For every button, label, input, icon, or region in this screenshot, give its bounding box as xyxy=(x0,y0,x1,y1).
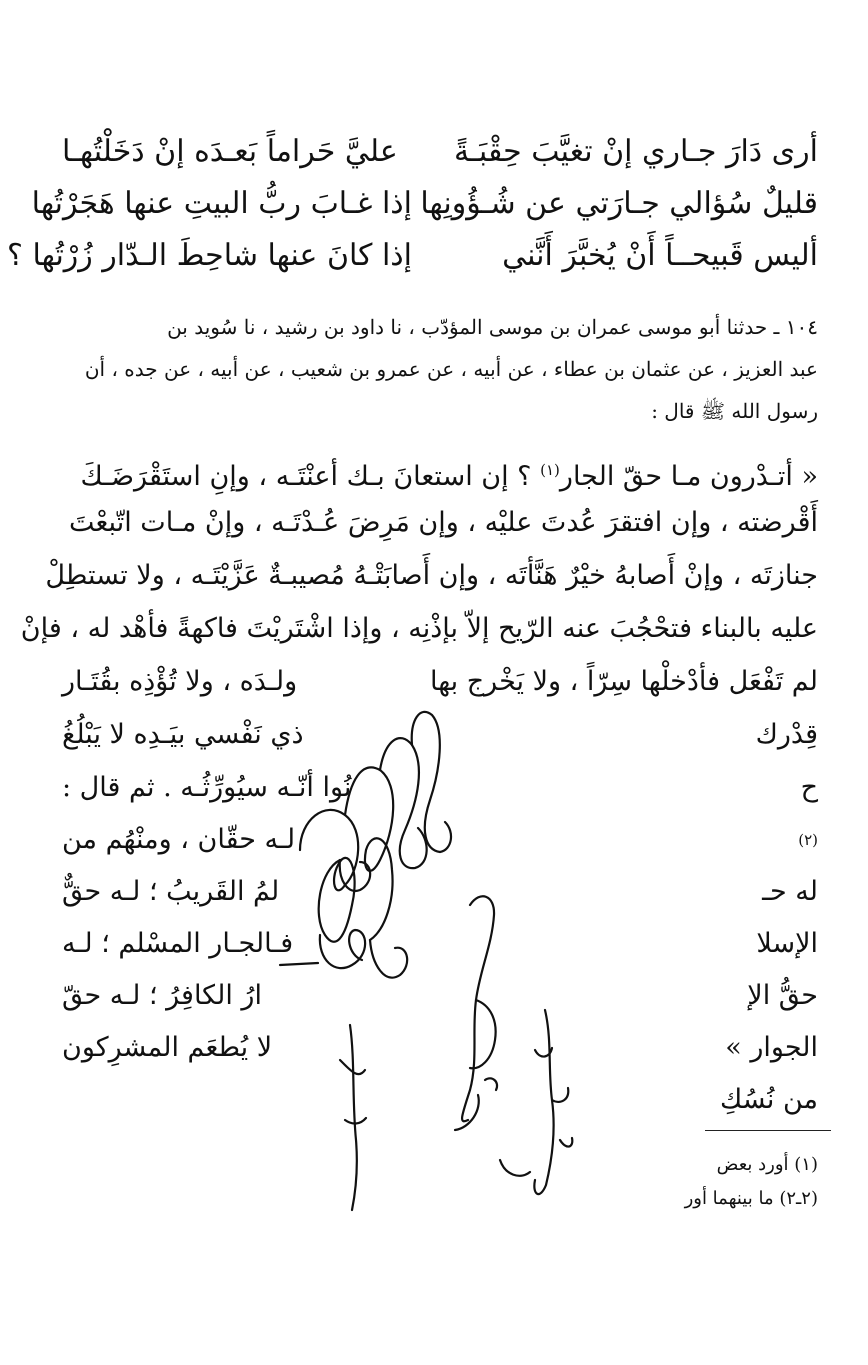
verse-line xyxy=(7,234,818,284)
body-fragment-right xyxy=(798,820,818,867)
scribble-stroke xyxy=(345,1118,366,1124)
body-fragment-right: ح xyxy=(800,772,818,803)
verse-second-hemistich: إذا غـابَ ربُّ البيتِ عنها هَجَرْتُها xyxy=(31,186,412,221)
verse-line xyxy=(31,182,818,232)
scribble-stroke xyxy=(345,767,393,940)
body-fragment-left: ذي نَفْسي بيَـدِه لا يَبْلُغُ xyxy=(62,719,304,750)
scribble-stroke xyxy=(560,1138,572,1147)
body-fragment-left: لا يُطعَم المشرِكون xyxy=(62,1032,273,1063)
scribble-stroke xyxy=(340,860,370,891)
scribble-stroke xyxy=(455,1095,479,1130)
body-line: جنازتَه ، وإنْ أَصابهُ خيْرٌ هَنَّأتَه ، وإن أَصابَتْـهُ مُصيبـةٌ عَزَّيْتَـه ، ولا تستطِلْ xyxy=(45,560,818,591)
body-line: عليه بالبناء فتحْجُبَ عنه الرّيح إلاّ بإذْنِه ، وإذا اشْتَريْتَ فاكهةً فأهْد له ، فإنْ xyxy=(20,613,818,644)
body-fragment-right: الجوار » xyxy=(725,1032,818,1063)
body-text: « أتـدْرون مـا حقّ الجار xyxy=(559,461,818,492)
body-fragment-right: قِدْرك xyxy=(755,719,818,750)
footnote-separator xyxy=(705,1130,831,1131)
isnad-line: رسول الله ﷺ قال : xyxy=(651,399,818,423)
body-line-fragment: ولـدَه ، ولا تُؤْذِه بقُتَـار xyxy=(62,666,298,697)
isnad-line: عبد العزيز ، عن عثمان بن عطاء ، عن أبيه ، عن عمرو بن شعيب ، عن أبيه ، عن جده ، أن xyxy=(84,357,818,381)
scribble-stroke xyxy=(500,1160,530,1176)
scribble-stroke xyxy=(412,712,451,852)
footnote-marker: (٢) xyxy=(798,831,818,849)
verse-first-hemistich: أليس قَبيحــاً أَنْ يُخبَّرَ أَنَّني xyxy=(502,238,818,273)
scribble-stroke xyxy=(535,1048,552,1057)
body-fragment-right: من نُسُكِ xyxy=(720,1084,818,1115)
body-fragment-left: ارُ الكافِرُ ؛ لـه حقّ xyxy=(62,980,262,1011)
scribble-stroke xyxy=(340,1060,365,1074)
footnote: (٢ـ٢) ما بينهما أور xyxy=(684,1188,818,1209)
verse-first-hemistich: قليلٌ سُؤالي جـارَتي عن شُـؤُونِها xyxy=(420,186,818,221)
body-fragment-left: لـه حقّان ، ومنْهُم من xyxy=(62,824,296,855)
isnad-line: ١٠٤ ـ حدثنا أبو موسى عمران بن موسى المؤدّب ، نا داود بن رشيد ، نا سُويد بن xyxy=(167,315,818,339)
body-fragment-left: فـالجـار المسْلم ؛ لـه xyxy=(62,928,294,959)
body-text: ؟ إن استعانَ بـك أعنْتَـه ، وإنِ استَقْرَضَـكَ xyxy=(80,461,532,492)
body-line-fragment: لم تَفْعَل فأدْخلْها سِرّاً ، ولا يَخْرج بها xyxy=(429,666,818,697)
footnote-marker: (١) xyxy=(540,461,560,479)
body-line: أَقْرضته ، وإن افتقرَ عُدتَ عليْه ، وإن مَرِضَ عُـدْتَـه ، وإنْ مـات اتّبعْتَ xyxy=(69,507,818,538)
body-fragment-right: له حـ xyxy=(762,876,818,907)
body-fragment-left: لمُ القَريبُ ؛ لـه حقٌّ xyxy=(62,876,280,907)
body-line xyxy=(62,450,818,497)
scribble-stroke xyxy=(320,930,365,968)
scribble-stroke xyxy=(300,810,358,942)
body-fragment-left: نُوا أنّـه سيُورِّثُـه . ثم قال : xyxy=(62,772,352,803)
verse-first-hemistich: أرى دَارَ جـاري إنْ تغيَّبَ حِقْبَـةً xyxy=(454,134,818,169)
scribble-stroke xyxy=(470,1000,496,1068)
verse-second-hemistich: عليَّ حَراماً بَعـدَه إنْ دَخَلْتُهـا xyxy=(62,134,398,169)
scribble-stroke xyxy=(485,1078,497,1090)
scribble-stroke xyxy=(534,1010,553,1194)
scribble-stroke xyxy=(370,940,407,978)
scribble-stroke xyxy=(462,896,494,1121)
body-fragment-right: الإسلا xyxy=(756,928,818,959)
scribble-stroke xyxy=(552,1088,568,1102)
body-fragment-right: حقُّ الإ xyxy=(747,980,818,1011)
scribble-stroke xyxy=(350,1025,357,1210)
verse-second-hemistich: إذا كانَ عنها شاحِطَ الـدّار زُرْتُها ؟ xyxy=(7,238,412,273)
verse-line xyxy=(62,130,818,180)
footnote: (١) أورد بعض xyxy=(716,1154,818,1175)
scribble-stroke xyxy=(380,738,427,868)
